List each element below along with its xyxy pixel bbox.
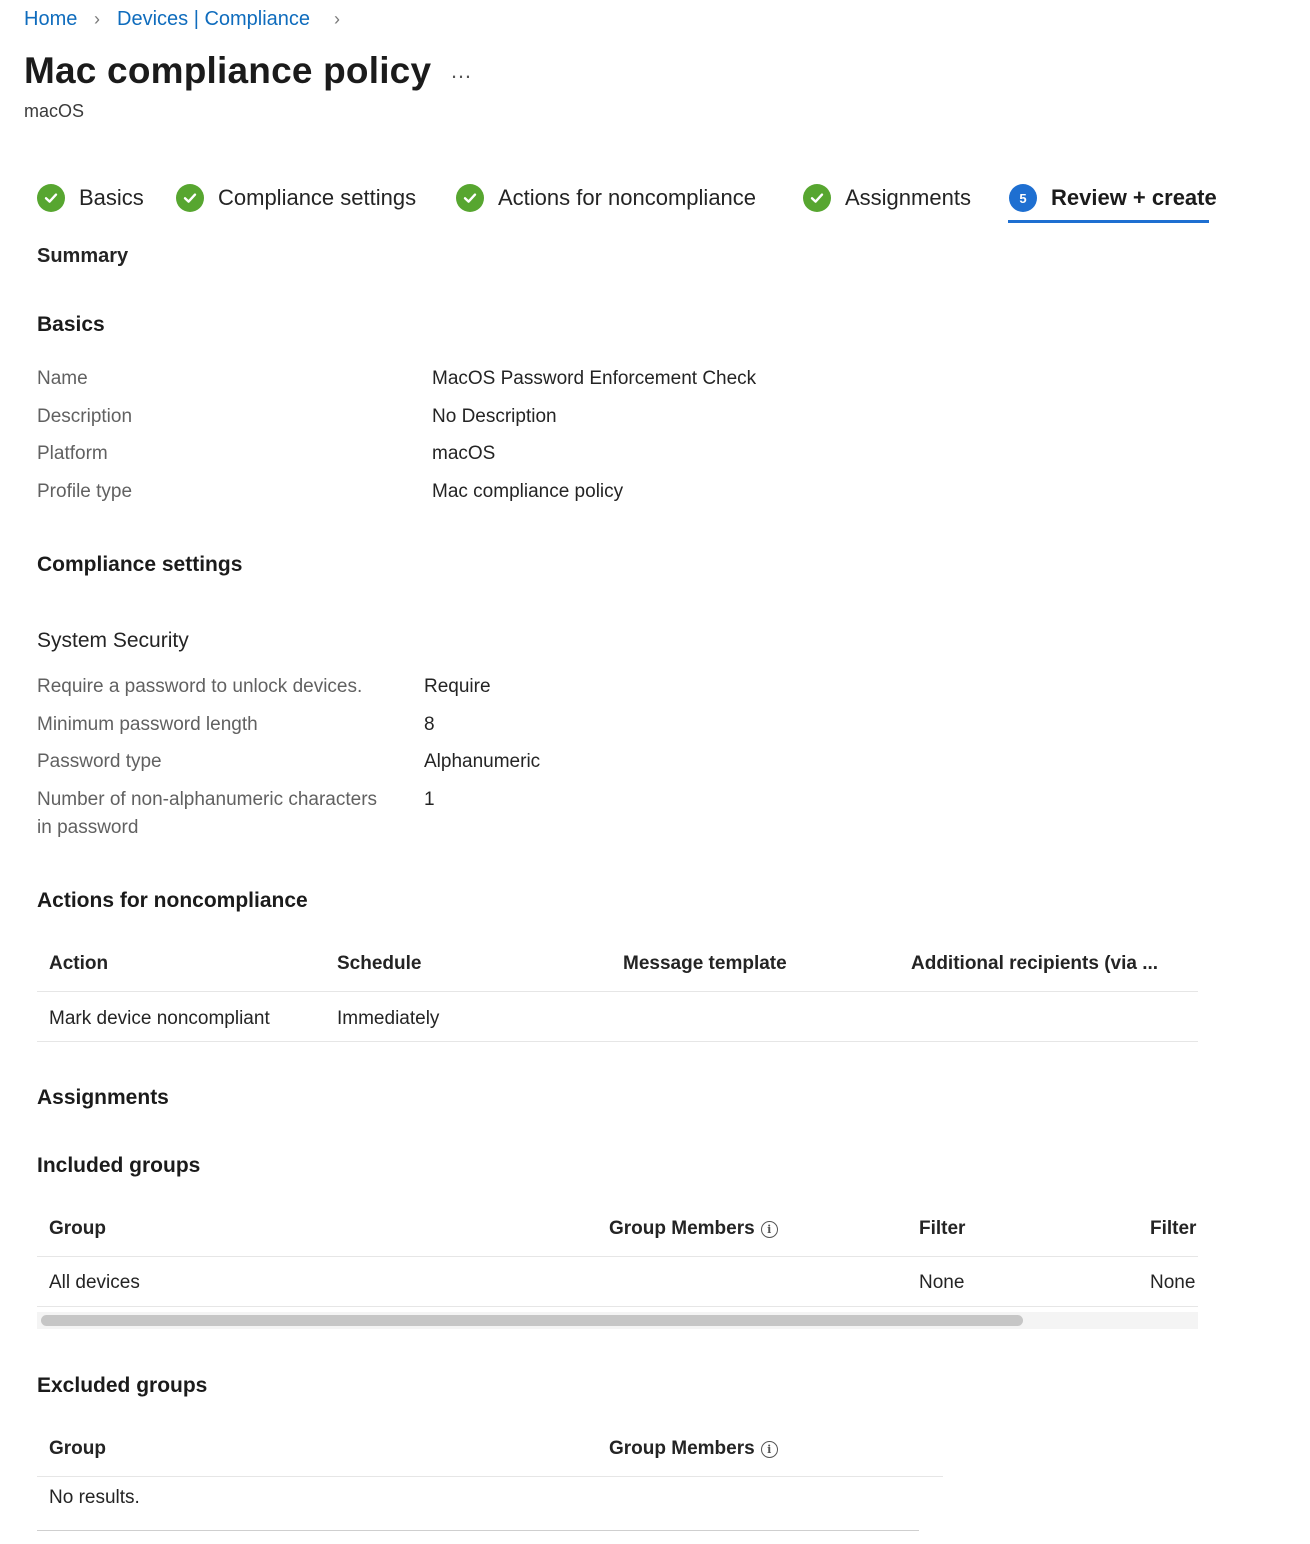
compliance-settings-heading: Compliance settings [37,553,243,576]
table-divider [37,1306,1198,1307]
column-header-schedule[interactable]: Schedule [337,953,422,974]
table-cell-action: Mark device noncompliant [49,1008,270,1029]
column-header-label: Group Members [609,1438,755,1459]
setting-key-password-type: Password type [37,751,162,772]
step-basics[interactable] [37,180,144,216]
setting-key-non-alphanumeric-line1: Number of non-alphanumeric characters [37,789,378,810]
empty-results-text: No results. [49,1487,140,1508]
chevron-right-icon: › [94,9,100,29]
setting-value-non-alphanumeric: 1 [424,789,435,810]
page-title: Mac compliance policy [24,50,432,91]
breadcrumb-devices-compliance-link[interactable]: Devices | Compliance [117,8,311,30]
included-groups-heading: Included groups [37,1154,201,1177]
checkmark-icon [37,184,65,212]
setting-value-require-password: Require [424,676,491,697]
table-divider [37,991,1198,992]
column-header-filter-mode[interactable]: Filter [1150,1218,1197,1239]
checkmark-icon [803,184,831,212]
step-number-badge: 5 [1009,184,1037,212]
basics-key-platform: Platform [37,443,108,464]
table-divider [37,1041,1198,1042]
more-options-icon[interactable]: … [450,58,473,83]
setting-value-password-type: Alphanumeric [424,751,541,772]
actions-heading: Actions for noncompliance [37,889,308,912]
column-header-group-members[interactable] [609,1218,778,1240]
setting-key-require-password: Require a password to unlock devices. [37,676,363,697]
table-cell-group: All devices [49,1272,140,1293]
column-header-group-members[interactable] [609,1438,778,1460]
info-icon[interactable]: i [761,1441,778,1458]
setting-key-non-alphanumeric-line2: in password [37,817,139,838]
step-review-create[interactable] [1009,180,1217,216]
step-label: Basics [79,185,144,210]
step-compliance-settings[interactable] [176,180,416,216]
table-divider [37,1256,1198,1257]
info-icon[interactable]: i [761,1221,778,1238]
basics-key-name: Name [37,368,88,389]
basics-key-profile-type: Profile type [37,481,133,502]
basics-key-description: Description [37,406,133,427]
step-label: Assignments [845,185,971,210]
summary-heading: Summary [37,245,129,267]
table-divider [37,1530,919,1531]
assignments-heading: Assignments [37,1086,169,1109]
column-header-action[interactable]: Action [49,953,109,974]
column-header-message-template[interactable]: Message template [623,953,787,974]
chevron-right-icon: › [334,9,340,29]
step-label: Actions for noncompliance [498,185,757,210]
column-header-label: Group Members [609,1218,755,1239]
step-label: Compliance settings [218,185,417,210]
basics-heading: Basics [37,313,105,336]
setting-key-min-password-length: Minimum password length [37,714,258,735]
system-security-heading: System Security [37,629,189,652]
table-cell-filter-mode: None [1150,1272,1196,1293]
page-subtitle: macOS [24,101,85,121]
step-actions-for-noncompliance[interactable] [456,180,756,216]
checkmark-icon [176,184,204,212]
breadcrumb-home-link[interactable]: Home [24,8,78,30]
basics-value-platform: macOS [432,443,496,464]
table-cell-schedule: Immediately [337,1008,440,1029]
excluded-groups-heading: Excluded groups [37,1374,208,1397]
basics-value-name: MacOS Password Enforcement Check [432,368,757,389]
column-header-additional-recipients[interactable]: Additional recipients (via ... [911,953,1159,974]
column-header-group[interactable]: Group [49,1438,106,1459]
step-label: Review + create [1051,185,1217,210]
column-header-group[interactable]: Group [49,1218,106,1239]
column-header-filter[interactable]: Filter [919,1218,966,1239]
step-assignments[interactable] [803,180,971,216]
table-cell-filter: None [919,1272,965,1293]
active-step-indicator [1008,220,1209,223]
basics-value-description: No Description [432,406,557,427]
checkmark-icon [456,184,484,212]
setting-value-min-password-length: 8 [424,714,435,735]
basics-value-profile-type: Mac compliance policy [432,481,624,502]
scrollbar-thumb[interactable] [41,1315,1023,1326]
table-divider [37,1476,943,1477]
